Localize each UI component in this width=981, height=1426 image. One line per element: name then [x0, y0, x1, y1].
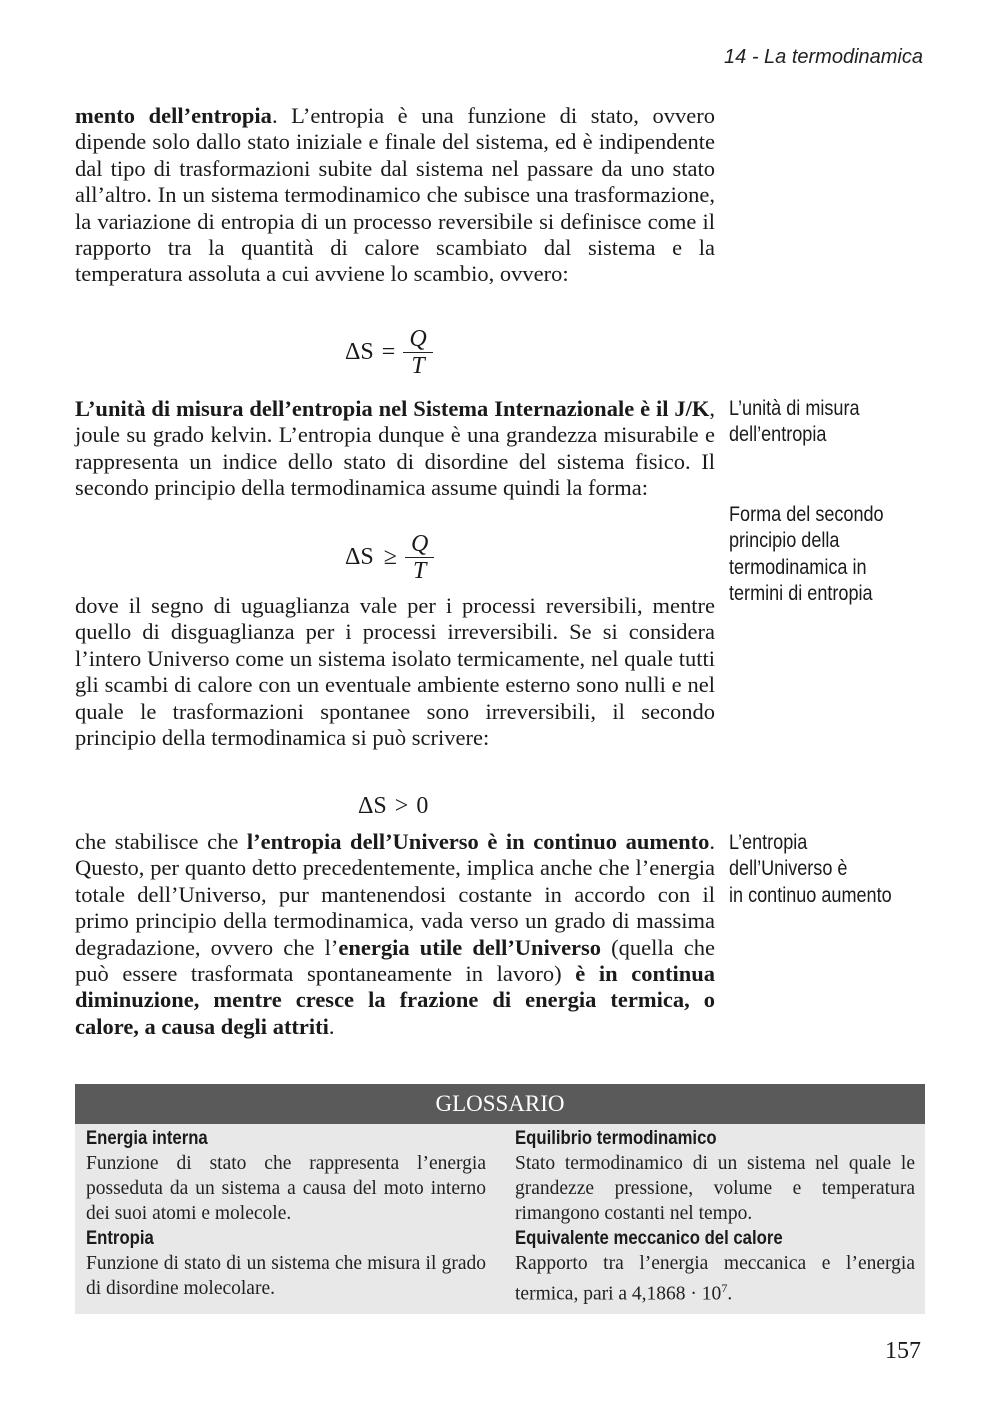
- sidenote-universe-entropy: L’entropia dell’Universo è in continuo aumento: [729, 831, 892, 907]
- second-law-formula: [345, 531, 434, 584]
- paragraph-text: . L’entropia è una funzione di stato, ovvero dipende solo dallo stato iniziale e finale del sistema, ed è indipendente dal tipo di trasformazioni subite dal sistema nel passare da uno stato all’altro. In un sistema termodinamico che subisce una trasformazione, la variazione di entropia di un processo reversibile si definisce come il rapporto tra la quantità di calore scambiato dal sistema e la temperatura assoluta a cui avviene lo scambio, ovvero:: [75, 103, 715, 287]
- bold-term: l’entropia dell’Universo è in continuo aumento: [246, 829, 710, 854]
- page-number: 157: [885, 1338, 921, 1364]
- sidenote-second-law: Forma del secondo principio della termodinamica in termini di entropia: [729, 503, 884, 606]
- paragraph-text: .: [328, 1013, 335, 1039]
- fraction-denominator: T: [412, 558, 427, 584]
- glossary-left-column: [86, 1126, 486, 1301]
- fraction: [405, 531, 434, 584]
- paragraph-text: , joule su grado kelvin. L’entropia dunque è una grandezza misurabile e rappresenta un indice dello stato di disordine del sistema fisico. Il secondo principio della termodinamica assume quindi la forma:: [75, 396, 715, 501]
- universe-entropy-formula: [358, 793, 428, 820]
- glossary-term: Energia interna: [86, 1128, 208, 1149]
- formula-lhs: ΔS: [345, 544, 374, 570]
- glossary-title: GLOSSARIO: [75, 1084, 925, 1124]
- sidenote-unit: L’unità di misura dell’entropia: [729, 397, 860, 447]
- fraction-numerator: Q: [410, 531, 429, 557]
- fraction: [403, 326, 432, 379]
- formula-operator: >: [394, 793, 409, 819]
- formula-rhs: 0: [416, 793, 429, 819]
- bold-term: è in continua diminuzione, mentre cresce la frazione di energia termica, o calore, a causa degli attriti: [75, 961, 715, 1039]
- paragraph-text: dove il segno di uguaglianza vale per i processi reversibili, mentre quello di disguaglianza per i processi irreversibili. Se si considera l’intero Universo come un sistema isolato termicamente, nel quale tutti gli scambi di calore con un eventuale ambiente esterno sono nulli e nel quale le trasformazioni spontanee sono irreversibili, il secondo principio della termodinamica si può scrivere:: [75, 593, 715, 751]
- formula-operator: =: [381, 339, 396, 365]
- glossary-definition: Stato termodinamico di un sistema nel quale le grandezze pressione, volume e temperatura rimangono costanti nel tempo.: [515, 1153, 915, 1224]
- fraction-denominator: T: [411, 353, 425, 379]
- glossary-definition: Funzione di stato che rappresenta l’energia posseduta da un sistema a causa del moto interno dei suoi atomi e molecole.: [86, 1153, 486, 1224]
- exponent: 7: [721, 1281, 728, 1295]
- formula-lhs: ΔS: [358, 793, 387, 819]
- bold-term: energia utile dell’Universo: [338, 934, 602, 960]
- formula-lhs: ΔS: [345, 339, 374, 365]
- running-header: 14 - La termodinamica: [724, 46, 923, 68]
- bold-term: mento dell’entropia: [75, 103, 272, 128]
- paragraph-text: (quella che può essere trasformata spontaneamente in lavoro): [75, 934, 715, 987]
- glossary-term: Equilibrio termodinamico: [515, 1128, 717, 1149]
- fraction-numerator: Q: [409, 326, 427, 352]
- bold-term: L’unità di misura dell’entropia nel Sistema Internazionale è il J/K: [75, 396, 710, 421]
- glossary-right-column: [515, 1126, 915, 1307]
- paragraph-3: [75, 593, 715, 751]
- paragraph-1: [75, 103, 715, 288]
- glossary-definition: Funzione di stato di un sistema che misura il grado di disordine molecolare.: [86, 1253, 486, 1299]
- paragraph-4: [75, 829, 715, 1040]
- paragraph-2: [75, 396, 715, 502]
- paragraph-text: che stabilisce che: [75, 829, 247, 854]
- definition-text: Rapporto tra l’energia meccanica e l’energia termica, pari a 4,1868 · 10: [515, 1253, 915, 1305]
- definition-end: .: [727, 1283, 733, 1305]
- formula-operator: ≥: [383, 544, 397, 570]
- glossary-definition: [515, 1251, 915, 1307]
- glossary-term: Entropia: [86, 1228, 154, 1249]
- glossary-term: Equivalente meccanico del calore: [515, 1228, 783, 1249]
- glossary-box: [75, 1084, 925, 1314]
- paragraph-text: . Questo, per quanto detto precedentemente, implica anche che l’energia totale dell’Universo, pur mantenendosi costante in accordo con il primo principio della termodinamica, vada verso un grado di massima degradazione, ovvero che l’: [75, 829, 715, 960]
- entropy-formula: [345, 326, 433, 379]
